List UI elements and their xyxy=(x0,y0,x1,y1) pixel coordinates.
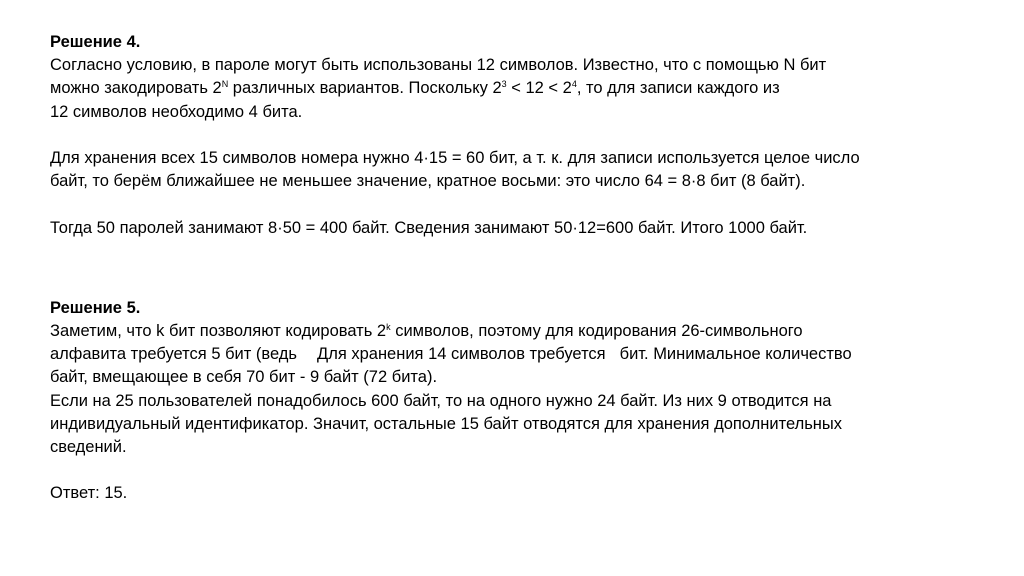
solution-4-line-2 xyxy=(50,77,1010,100)
solution-5-line-6: сведений. xyxy=(50,438,127,457)
solution-5-line-2-part-a: алфавита требуется 5 бит (ведь xyxy=(50,345,298,364)
spacer xyxy=(50,193,1010,216)
solution-5-line-2 xyxy=(50,343,1010,366)
superscript-3: 3 xyxy=(501,79,507,90)
solution-5-answer: Ответ: 15. xyxy=(50,484,128,503)
solution-4-line-5: байт, то берём ближайшее не меньшее значение, кратное восьми: это число 64 = 8·8 бит (8 байт). xyxy=(50,172,806,191)
section-gap xyxy=(50,240,1010,297)
solution-5-title: Решение 5. xyxy=(50,298,141,317)
superscript-n: N xyxy=(221,79,229,90)
solution-5-line-4: Если на 25 пользователей понадобилось 600 байт, то на одного нужно 24 байт. Из них 9 отводится на xyxy=(50,391,832,410)
solution-4-line-6: Тогда 50 паролей занимают 8·50 = 400 байт. Сведения занимают 50·12=600 байт. Итого 1000 байт. xyxy=(50,218,808,237)
solution-4-line-3: 12 символов необходимо 4 бита. xyxy=(50,102,303,121)
slide-content xyxy=(50,31,1010,506)
spacer xyxy=(50,124,1010,147)
spacer xyxy=(50,459,1010,482)
solution-5-line-1-part-a: Заметим, что k бит позволяют кодировать 2 xyxy=(50,322,387,340)
superscript-k: k xyxy=(386,322,391,332)
solution-4-block xyxy=(50,31,1010,240)
solution-5-line-2-part-c: бит. Минимальное количество xyxy=(619,345,852,364)
solution-4-line-2-part-d: , то для записи каждого из xyxy=(576,79,780,98)
solution-5-block xyxy=(50,297,1010,506)
solution-5-line-2-part-b: Для хранения 14 символов требуется xyxy=(317,345,606,364)
solution-5-line-5: индивидуальный идентификатор. Значит, остальные 15 байт отводятся для хранения дополнительных xyxy=(50,414,843,433)
solution-5-line-1-part-b: символов, поэтому для кодирования 26-символьного xyxy=(390,322,803,340)
solution-4-line-2-part-a: можно закодировать 2 xyxy=(50,79,222,98)
superscript-4: 4 xyxy=(571,79,577,90)
solution-5-line-1 xyxy=(50,320,1010,343)
solution-4-line-2-part-b: различных вариантов. Поскольку 2 xyxy=(228,79,502,98)
solution-4-line-1: Согласно условию, в пароле могут быть использованы 12 символов. Известно, что с помощью N бит xyxy=(50,56,827,75)
solution-5-line-3: байт, вмещающее в себя 70 бит - 9 байт (72 бита). xyxy=(50,368,438,387)
solution-4-line-2-part-c: < 12 < 2 xyxy=(506,79,572,98)
solution-4-line-4: Для хранения всех 15 символов номера нужно 4·15 = 60 бит, а т. к. для записи используется целое число xyxy=(50,149,860,167)
solution-4-title: Решение 4. xyxy=(50,33,141,51)
